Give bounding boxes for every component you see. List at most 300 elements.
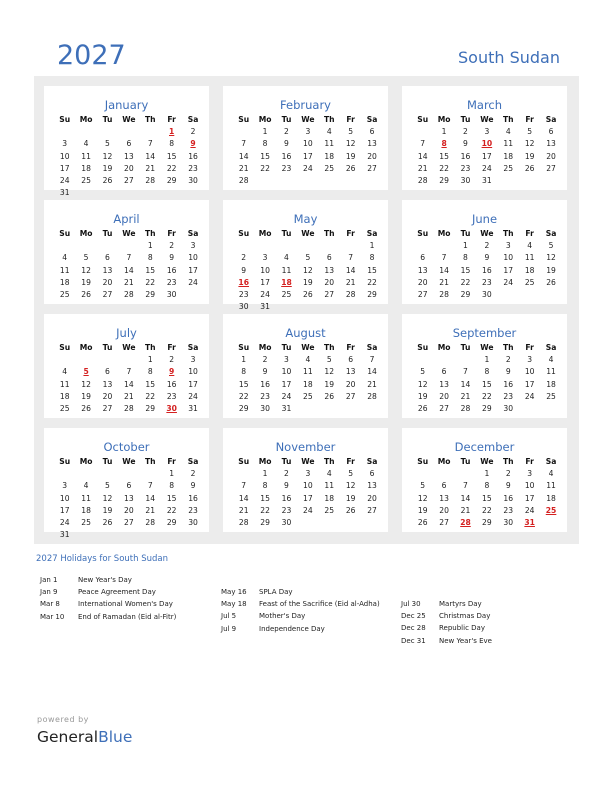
week-row (412, 493, 562, 505)
day-cell: 16 (188, 493, 198, 503)
day-cell: 4 (326, 469, 332, 479)
day-cell: 15 (166, 493, 177, 503)
day-cell: 27 (367, 505, 377, 515)
day-cell: 10 (59, 493, 70, 503)
day-cell: 8 (169, 481, 175, 491)
day-cell: 30 (188, 175, 198, 185)
weekday-label: Mo (437, 457, 451, 466)
day-cell: 22 (166, 163, 177, 173)
month-october (44, 428, 209, 540)
holiday-entry (40, 611, 176, 623)
weekday-header (54, 228, 204, 240)
day-cell: 15 (482, 379, 492, 389)
day-cell: 24 (188, 277, 198, 287)
day-cell: 27 (439, 517, 449, 527)
day-cell: 8 (262, 139, 268, 149)
week-row (412, 379, 562, 391)
weekday-label: Tu (460, 115, 471, 124)
day-cell: 19 (345, 151, 356, 161)
week-row (233, 505, 383, 517)
day-cell: 3 (505, 241, 511, 251)
empty-cell (97, 240, 118, 252)
brand-general: General (37, 728, 99, 746)
day-cell: 13 (367, 139, 377, 149)
day-cell: 8 (262, 481, 268, 491)
day-cell: 5 (420, 481, 426, 491)
empty-cell (54, 354, 75, 366)
holiday-day-cell: 30 (166, 403, 177, 413)
holiday-entry (401, 598, 492, 610)
day-cell: 8 (241, 367, 247, 377)
weekday-label: Sa (545, 229, 557, 238)
day-cell: 29 (260, 517, 270, 527)
day-cell: 15 (260, 493, 270, 503)
month-name: March (466, 98, 503, 112)
day-cell: 7 (348, 253, 354, 263)
week-row (54, 277, 204, 289)
day-cell: 24 (303, 163, 313, 173)
day-cell: 23 (503, 391, 514, 401)
day-cell: 29 (238, 403, 249, 413)
day-cell: 6 (369, 127, 375, 137)
month-name: January (104, 98, 149, 112)
week-row (54, 529, 204, 541)
weekday-label: Mo (258, 229, 272, 238)
weekday-label: Su (417, 457, 429, 466)
day-cell: 26 (417, 517, 428, 527)
day-cell: 8 (147, 253, 153, 263)
holiday-day-cell: 8 (441, 139, 447, 149)
day-cell: 1 (147, 355, 153, 365)
weekday-label: Mo (79, 115, 93, 124)
day-cell: 19 (81, 277, 91, 287)
holiday-name: Mother's Day (259, 612, 306, 621)
year-title: 2027 (57, 40, 126, 71)
day-cell: 17 (281, 379, 292, 389)
week-row (54, 240, 204, 252)
day-cell: 18 (503, 151, 514, 161)
day-cell: 27 (124, 175, 134, 185)
day-cell: 1 (147, 241, 153, 251)
weekday-label: Fr (167, 343, 176, 352)
weekday-label: Tu (281, 229, 292, 238)
day-cell: 6 (326, 253, 332, 263)
empty-cell (233, 240, 254, 252)
day-cell: 24 (59, 517, 70, 527)
day-cell: 24 (303, 505, 313, 515)
weekday-label: Su (59, 229, 71, 238)
day-cell: 21 (238, 163, 249, 173)
weekday-label: Th (502, 457, 514, 466)
weekday-label: Sa (545, 115, 557, 124)
week-row (233, 301, 383, 313)
day-cell: 29 (482, 517, 492, 527)
day-cell: 26 (324, 391, 335, 401)
day-cell: 10 (303, 139, 313, 149)
day-cell: 26 (81, 289, 91, 299)
empty-cell (455, 468, 476, 480)
empty-cell (412, 126, 433, 138)
week-row (412, 240, 562, 252)
month-april (44, 200, 209, 304)
day-cell: 15 (482, 493, 492, 503)
weekday-label: Th (502, 229, 514, 238)
day-cell: 10 (59, 151, 70, 161)
day-cell: 28 (367, 391, 377, 401)
day-cell: 18 (59, 391, 70, 401)
month-grid (233, 114, 383, 187)
month-grid (54, 228, 204, 301)
day-cell: 24 (524, 505, 535, 515)
day-cell: 4 (83, 139, 89, 149)
day-cell: 20 (417, 277, 428, 287)
day-cell: 7 (463, 481, 468, 491)
day-cell: 27 (367, 163, 377, 173)
day-cell: 27 (124, 517, 134, 527)
day-cell: 28 (345, 289, 356, 299)
day-cell: 4 (548, 355, 554, 365)
month-name: July (116, 326, 137, 340)
day-cell: 10 (188, 253, 198, 263)
day-cell: 11 (324, 139, 335, 149)
day-cell: 7 (369, 355, 375, 365)
day-cell: 21 (124, 391, 134, 401)
weekday-label: Th (323, 343, 335, 352)
month-march (402, 86, 567, 190)
holiday-date: Jan 9 (40, 588, 58, 597)
day-cell: 14 (124, 379, 134, 389)
day-cell: 26 (345, 505, 356, 515)
weekday-label: Tu (102, 343, 113, 352)
weekday-label: Th (502, 115, 514, 124)
day-cell: 24 (482, 163, 492, 173)
day-cell: 4 (527, 241, 533, 251)
weekday-label: Fr (346, 457, 355, 466)
empty-cell (319, 240, 340, 252)
week-row (412, 468, 562, 480)
month-july (44, 314, 209, 418)
brand-blue: Blue (98, 728, 133, 746)
day-cell: 29 (439, 175, 449, 185)
holiday-entry (40, 586, 176, 598)
day-cell: 12 (417, 379, 428, 389)
month-grid (412, 342, 562, 415)
weekday-label: Mo (437, 229, 451, 238)
month-june (402, 200, 567, 304)
week-row (54, 138, 204, 150)
weekday-label: Fr (167, 229, 176, 238)
week-row (54, 391, 204, 403)
holiday-day-cell: 28 (460, 517, 471, 527)
day-cell: 21 (145, 163, 156, 173)
day-cell: 23 (260, 391, 270, 401)
weekday-label: Fr (167, 115, 176, 124)
week-row (233, 252, 383, 264)
day-cell: 13 (417, 265, 428, 275)
day-cell: 10 (503, 253, 514, 263)
week-row (233, 240, 383, 252)
weekday-label: Su (238, 457, 250, 466)
weekday-label: We (480, 457, 494, 466)
day-cell: 16 (260, 379, 270, 389)
day-cell: 5 (420, 367, 426, 377)
day-cell: 2 (505, 355, 511, 365)
day-cell: 22 (439, 163, 449, 173)
empty-cell (75, 126, 96, 138)
day-cell: 3 (190, 355, 196, 365)
empty-cell (233, 468, 254, 480)
day-cell: 24 (260, 289, 270, 299)
day-cell: 3 (262, 253, 268, 263)
day-cell: 8 (463, 253, 468, 263)
day-cell: 26 (303, 289, 313, 299)
empty-cell (433, 240, 454, 252)
day-cell: 29 (367, 289, 377, 299)
day-cell: 15 (367, 265, 377, 275)
weekday-label: Tu (281, 115, 292, 124)
day-cell: 6 (126, 139, 132, 149)
day-cell: 6 (441, 481, 447, 491)
day-cell: 18 (81, 163, 91, 173)
holiday-day-cell: 1 (169, 127, 175, 137)
week-row (54, 480, 204, 492)
month-january (44, 86, 209, 198)
day-cell: 2 (484, 241, 490, 251)
month-grid (412, 456, 562, 529)
empty-cell (276, 240, 297, 252)
day-cell: 22 (260, 163, 270, 173)
day-cell: 5 (348, 469, 354, 479)
month-name: December (454, 440, 515, 454)
empty-cell (412, 354, 433, 366)
day-cell: 18 (303, 379, 313, 389)
day-cell: 27 (439, 403, 449, 413)
day-cell: 20 (345, 379, 356, 389)
weekday-header (233, 342, 383, 354)
empty-cell (75, 468, 96, 480)
day-cell: 30 (503, 517, 514, 527)
day-cell: 14 (460, 493, 471, 503)
weekday-label: Mo (79, 229, 93, 238)
powered-by-text: powered by (37, 715, 89, 724)
week-row (54, 187, 204, 199)
day-cell: 13 (439, 379, 449, 389)
day-cell: 23 (166, 277, 177, 287)
week-row (233, 289, 383, 301)
weekday-label: Mo (258, 343, 272, 352)
empty-cell (97, 126, 118, 138)
month-name: September (452, 326, 517, 340)
day-cell: 18 (324, 493, 335, 503)
day-cell: 4 (62, 367, 68, 377)
day-cell: 22 (145, 391, 156, 401)
holidays-title: 2027 Holidays for South Sudan (36, 554, 168, 564)
day-cell: 26 (524, 163, 535, 173)
day-cell: 3 (62, 481, 68, 491)
weekday-label: We (480, 115, 494, 124)
week-row (412, 277, 562, 289)
holiday-day-cell: 9 (190, 139, 196, 149)
empty-cell (54, 126, 75, 138)
country-title: South Sudan (458, 48, 560, 67)
day-cell: 14 (238, 493, 249, 503)
month-may (223, 200, 388, 312)
empty-cell (433, 468, 454, 480)
day-cell: 23 (482, 277, 492, 287)
day-cell: 15 (238, 379, 249, 389)
day-cell: 19 (417, 505, 428, 515)
day-cell: 23 (166, 391, 177, 401)
day-cell: 2 (190, 127, 196, 137)
day-cell: 25 (324, 505, 335, 515)
day-cell: 5 (105, 139, 110, 149)
holiday-entry (221, 598, 380, 610)
day-cell: 18 (524, 265, 535, 275)
month-february (223, 86, 388, 190)
week-row (412, 265, 562, 277)
weekday-label: Th (323, 457, 335, 466)
weekday-label: Tu (102, 115, 113, 124)
holiday-day-cell: 31 (524, 517, 535, 527)
weekday-label: Tu (281, 343, 292, 352)
week-row (54, 366, 204, 378)
day-cell: 1 (484, 355, 490, 365)
day-cell: 1 (463, 241, 468, 251)
day-cell: 22 (482, 391, 492, 401)
day-cell: 12 (524, 139, 535, 149)
week-row (54, 252, 204, 264)
day-cell: 18 (546, 493, 556, 503)
holiday-day-cell: 18 (281, 277, 292, 287)
day-cell: 10 (524, 367, 535, 377)
day-cell: 24 (503, 277, 514, 287)
day-cell: 4 (326, 127, 332, 137)
holiday-name: Christmas Day (439, 612, 491, 621)
day-cell: 5 (83, 253, 89, 263)
day-cell: 29 (166, 517, 177, 527)
weekday-label: Fr (525, 229, 534, 238)
day-cell: 9 (169, 253, 175, 263)
weekday-header (233, 114, 383, 126)
weekday-label: Tu (281, 457, 292, 466)
day-cell: 21 (439, 277, 449, 287)
day-cell: 25 (81, 517, 91, 527)
weekday-header (412, 114, 562, 126)
day-cell: 3 (527, 355, 533, 365)
week-row (233, 403, 383, 415)
day-cell: 21 (367, 379, 377, 389)
day-cell: 10 (303, 481, 313, 491)
day-cell: 1 (369, 241, 375, 251)
holiday-day-cell: 25 (545, 505, 557, 515)
weekday-label: Su (59, 115, 71, 124)
holiday-date: May 18 (221, 600, 247, 609)
day-cell: 8 (369, 253, 375, 263)
day-cell: 23 (281, 505, 292, 515)
empty-cell (54, 240, 75, 252)
month-name: October (103, 440, 150, 454)
day-cell: 21 (145, 505, 156, 515)
week-row (54, 468, 204, 480)
empty-cell (297, 240, 318, 252)
day-cell: 8 (169, 139, 175, 149)
day-cell: 16 (281, 151, 292, 161)
day-cell: 21 (417, 163, 428, 173)
week-row (233, 391, 383, 403)
day-cell: 20 (439, 505, 449, 515)
week-row (54, 403, 204, 415)
day-cell: 22 (482, 505, 492, 515)
weekday-header (412, 456, 562, 468)
day-cell: 13 (102, 379, 113, 389)
holiday-entry (221, 610, 380, 622)
day-cell: 7 (147, 481, 153, 491)
day-cell: 28 (124, 289, 134, 299)
day-cell: 6 (420, 253, 426, 263)
day-cell: 7 (420, 139, 426, 149)
weekday-label: Su (59, 343, 71, 352)
day-cell: 15 (145, 265, 156, 275)
day-cell: 11 (503, 139, 514, 149)
day-cell: 18 (324, 151, 335, 161)
day-cell: 31 (59, 188, 70, 198)
day-cell: 26 (102, 175, 113, 185)
day-cell: 19 (417, 391, 428, 401)
day-cell: 15 (439, 151, 449, 161)
day-cell: 24 (59, 175, 70, 185)
day-cell: 3 (305, 127, 311, 137)
day-cell: 14 (367, 367, 377, 377)
day-cell: 21 (460, 391, 471, 401)
day-cell: 20 (439, 391, 449, 401)
weekday-label: Tu (460, 343, 471, 352)
week-row (54, 289, 204, 301)
day-cell: 25 (524, 277, 535, 287)
day-cell: 13 (345, 367, 356, 377)
day-cell: 25 (81, 175, 91, 185)
day-cell: 23 (188, 505, 198, 515)
day-cell: 1 (484, 469, 490, 479)
month-grid (233, 456, 383, 529)
day-cell: 22 (367, 277, 377, 287)
day-cell: 7 (241, 139, 247, 149)
month-name: April (113, 212, 140, 226)
day-cell: 21 (238, 505, 249, 515)
day-cell: 31 (482, 175, 492, 185)
weekday-label: Th (144, 457, 156, 466)
month-name: May (293, 212, 318, 226)
day-cell: 22 (166, 505, 177, 515)
day-cell: 9 (190, 481, 196, 491)
day-cell: 6 (126, 481, 132, 491)
weekday-label: Fr (525, 343, 534, 352)
day-cell: 20 (367, 493, 377, 503)
week-row (412, 175, 562, 187)
week-row (233, 354, 383, 366)
week-row (412, 505, 562, 517)
day-cell: 13 (367, 481, 377, 491)
day-cell: 16 (188, 151, 198, 161)
day-cell: 11 (524, 253, 535, 263)
day-cell: 19 (345, 493, 356, 503)
weekday-label: Mo (79, 457, 93, 466)
day-cell: 29 (460, 289, 471, 299)
holiday-name: Republic Day (439, 624, 485, 633)
holiday-date: Jul 5 (221, 612, 237, 621)
day-cell: 6 (105, 367, 110, 377)
holiday-column (221, 586, 380, 635)
day-cell: 12 (345, 481, 356, 491)
